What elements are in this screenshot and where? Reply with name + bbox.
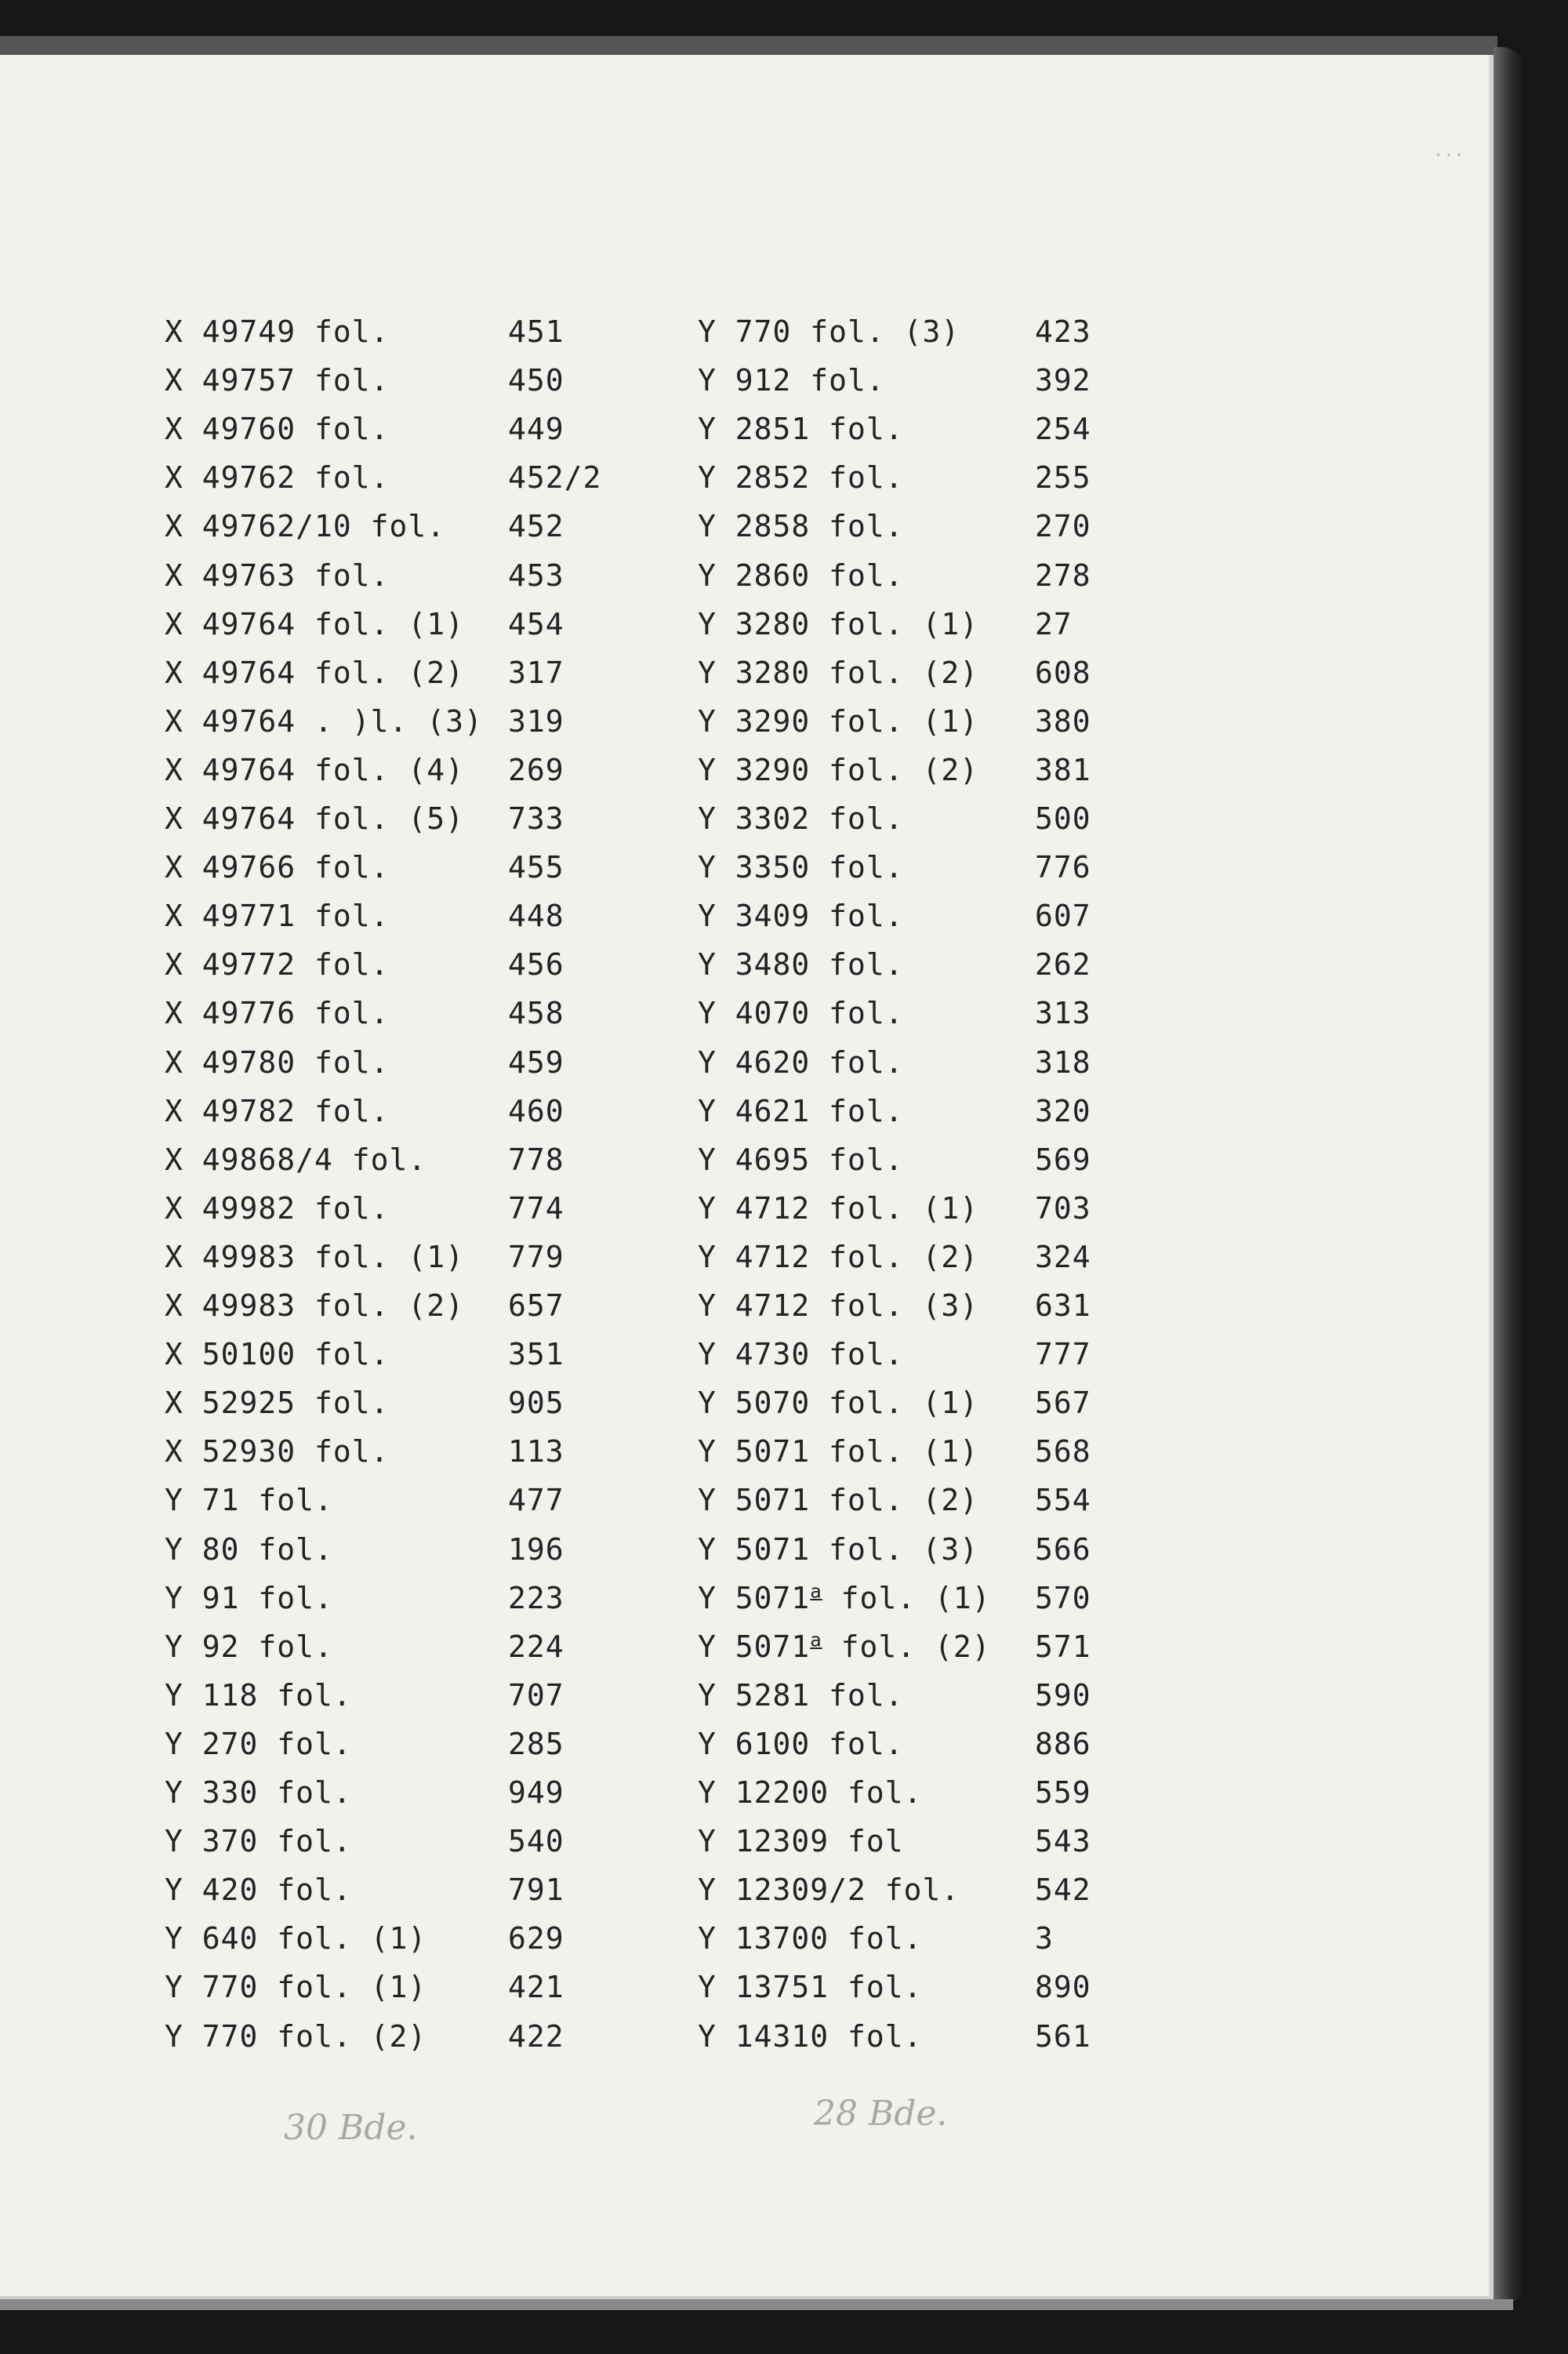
reference-number: 629 (508, 1921, 564, 1956)
reference-number: 224 (508, 1629, 564, 1664)
shelfmark: Y 2852 fol. (698, 460, 904, 496)
reference-number: 707 (508, 1677, 564, 1713)
shelfmark: X 49762/10 fol. (165, 509, 446, 544)
reference-number: 317 (508, 655, 564, 690)
reference-number: 778 (508, 1142, 564, 1177)
shelfmark: Y 5071$^a$ fol. (2) (698, 1629, 991, 1664)
shelfmark: Y 4621 fol. (698, 1093, 904, 1128)
shelfmark: Y 770 fol. (2) (165, 2018, 427, 2054)
shelfmark: Y 4620 fol. (698, 1044, 904, 1080)
reference-number: 607 (1035, 899, 1091, 934)
shelfmark: X 49764 . )l. (3) (165, 703, 483, 739)
shelfmark: X 52925 fol. (165, 1386, 390, 1421)
reference-number: 421 (508, 1970, 564, 2005)
shelfmark: Y 770 fol. (3) (698, 314, 960, 349)
shelfmark: Y 2858 fol. (698, 509, 904, 544)
reference-number: 380 (1035, 703, 1091, 739)
reference-number: 113 (508, 1434, 564, 1469)
shelfmark: X 49762 fol. (165, 460, 390, 496)
page-bottom-edge (0, 2299, 1513, 2310)
reference-number: 278 (1035, 558, 1091, 593)
reference-number: 657 (508, 1288, 564, 1323)
shelfmark: Y 118 fol. (165, 1677, 352, 1713)
shelfmark: Y 5071$^a$ fol. (1) (698, 1579, 991, 1615)
left-column-volume-count: 30 Bde. (284, 2108, 418, 2148)
reference-number: 454 (508, 606, 564, 641)
reference-number: 392 (1035, 363, 1091, 398)
shelfmark: Y 13700 fol. (698, 1921, 923, 1956)
reference-number: 270 (1035, 509, 1091, 544)
shelfmark: Y 91 fol. (165, 1580, 333, 1615)
reference-number: 590 (1035, 1677, 1091, 1713)
reference-number: 886 (1035, 1726, 1091, 1761)
shelfmark: X 49749 fol. (165, 314, 390, 349)
shelfmark: Y 770 fol. (1) (165, 1970, 427, 2005)
shelfmark-superscript: a (810, 1579, 822, 1602)
shelfmark: X 49771 fol. (165, 899, 390, 934)
reference-number: 569 (1035, 1142, 1091, 1177)
shelfmark: Y 640 fol. (1) (165, 1921, 427, 1956)
shelfmark: Y 3480 fol. (698, 947, 904, 983)
reference-number: 543 (1035, 1824, 1091, 1859)
reference-number: 320 (1035, 1093, 1091, 1128)
reference-number: 351 (508, 1337, 564, 1372)
reference-number: 452/2 (508, 460, 602, 496)
shelfmark: Y 330 fol. (165, 1775, 352, 1810)
shelfmark: Y 12309 fol (698, 1824, 904, 1859)
shelfmark: X 49780 fol. (165, 1044, 390, 1080)
shelfmark: Y 5071 fol. (1) (698, 1434, 979, 1469)
reference-number: 460 (508, 1093, 564, 1128)
reference-number: 570 (1035, 1580, 1091, 1615)
shelfmark: Y 270 fol. (165, 1726, 352, 1761)
shelfmark: Y 4712 fol. (2) (698, 1239, 979, 1274)
reference-number: 319 (508, 703, 564, 739)
reference-number: 450 (508, 363, 564, 398)
reference-number: 905 (508, 1386, 564, 1421)
reference-number: 567 (1035, 1386, 1091, 1421)
shelfmark: Y 92 fol. (165, 1629, 333, 1664)
shelfmark-suffix: fol. (1) (822, 1580, 991, 1615)
reference-number: 561 (1035, 2018, 1091, 2054)
reference-number: 571 (1035, 1629, 1091, 1664)
reference-number: 455 (508, 850, 564, 885)
reference-number: 448 (508, 899, 564, 934)
shelfmark: Y 370 fol. (165, 1824, 352, 1859)
shelfmark: X 50100 fol. (165, 1337, 390, 1372)
shelfmark: X 49764 fol. (5) (165, 801, 465, 836)
shelfmark: Y 5070 fol. (1) (698, 1386, 979, 1421)
reference-number: 500 (1035, 801, 1091, 836)
reference-number: 890 (1035, 1970, 1091, 2005)
reference-number: 566 (1035, 1531, 1091, 1567)
shelfmark: Y 4712 fol. (1) (698, 1190, 979, 1226)
shelfmark-suffix: fol. (2) (822, 1629, 991, 1664)
shelfmark: Y 3280 fol. (1) (698, 606, 979, 641)
reference-number: 733 (508, 801, 564, 836)
reference-number: 631 (1035, 1288, 1091, 1323)
shelfmark: Y 12200 fol. (698, 1775, 923, 1810)
reference-number: 779 (508, 1239, 564, 1274)
reference-number: 449 (508, 412, 564, 447)
reference-number: 949 (508, 1775, 564, 1810)
page-top-edge (0, 36, 1497, 56)
reference-number: 608 (1035, 655, 1091, 690)
reference-number: 452 (508, 509, 564, 544)
shelfmark: X 49982 fol. (165, 1190, 390, 1226)
reference-number: 324 (1035, 1239, 1091, 1274)
reference-number: 477 (508, 1483, 564, 1518)
faint-page-number: ... (1433, 141, 1465, 161)
reference-number: 777 (1035, 1337, 1091, 1372)
shelfmark: X 49757 fol. (165, 363, 390, 398)
reference-number: 262 (1035, 947, 1091, 983)
reference-number: 703 (1035, 1190, 1091, 1226)
shelfmark: X 49764 fol. (4) (165, 752, 465, 787)
reference-number: 27 (1035, 606, 1073, 641)
reference-number: 381 (1035, 752, 1091, 787)
shelfmark: Y 3280 fol. (2) (698, 655, 979, 690)
shelfmark: X 49764 fol. (1) (165, 606, 465, 641)
shelfmark-superscript: a (810, 1629, 822, 1651)
shelfmark: X 49760 fol. (165, 412, 390, 447)
reference-number: 254 (1035, 412, 1091, 447)
reference-number: 456 (508, 947, 564, 983)
shelfmark: Y 3302 fol. (698, 801, 904, 836)
shelfmark: Y 71 fol. (165, 1483, 333, 1518)
reference-number: 459 (508, 1044, 564, 1080)
shelfmark: Y 3290 fol. (1) (698, 703, 979, 739)
reference-number: 542 (1035, 1873, 1091, 1908)
shelfmark: Y 13751 fol. (698, 1970, 923, 2005)
reference-number: 568 (1035, 1434, 1091, 1469)
shelfmark: Y 14310 fol. (698, 2018, 923, 2054)
shelfmark: Y 4695 fol. (698, 1142, 904, 1177)
shelfmark: Y 2860 fol. (698, 558, 904, 593)
shelfmark: X 49782 fol. (165, 1093, 390, 1128)
shelfmark: Y 5071 fol. (3) (698, 1531, 979, 1567)
shelfmark: X 49766 fol. (165, 850, 390, 885)
reference-number: 554 (1035, 1483, 1091, 1518)
shelfmark: Y 3350 fol. (698, 850, 904, 885)
reference-number: 313 (1035, 996, 1091, 1031)
shelfmark: X 49868/4 fol. (165, 1142, 427, 1177)
reference-number: 458 (508, 996, 564, 1031)
shelfmark: Y 912 fol. (698, 363, 885, 398)
shelfmark: Y 4730 fol. (698, 1337, 904, 1372)
reference-number: 255 (1035, 460, 1091, 496)
shelfmark: X 49983 fol. (1) (165, 1239, 465, 1274)
shelfmark: X 49764 fol. (2) (165, 655, 465, 690)
reference-number: 196 (508, 1531, 564, 1567)
reference-number: 453 (508, 558, 564, 593)
shelfmark: X 49772 fol. (165, 947, 390, 983)
shelfmark: Y 2851 fol. (698, 412, 904, 447)
shelfmark: X 52930 fol. (165, 1434, 390, 1469)
reference-number: 318 (1035, 1044, 1091, 1080)
reference-number: 540 (508, 1824, 564, 1859)
reference-number: 791 (508, 1873, 564, 1908)
shelfmark: Y 5071 fol. (2) (698, 1483, 979, 1518)
book-cover-edge (1494, 47, 1525, 2305)
right-column-volume-count: 28 Bde. (814, 2094, 948, 2134)
reference-number: 423 (1035, 314, 1091, 349)
reference-number: 223 (508, 1580, 564, 1615)
shelfmark: Y 420 fol. (165, 1873, 352, 1908)
shelfmark: Y 80 fol. (165, 1531, 333, 1567)
reference-number: 285 (508, 1726, 564, 1761)
shelfmark: X 49763 fol. (165, 558, 390, 593)
document-page (0, 55, 1494, 2299)
shelfmark: Y 4070 fol. (698, 996, 904, 1031)
shelfmark: Y 3409 fol. (698, 899, 904, 934)
reference-number: 422 (508, 2018, 564, 2054)
reference-number: 774 (508, 1190, 564, 1226)
shelfmark: Y 5281 fol. (698, 1677, 904, 1713)
reference-number: 776 (1035, 850, 1091, 885)
reference-number: 269 (508, 752, 564, 787)
shelfmark: X 49776 fol. (165, 996, 390, 1031)
shelfmark: X 49983 fol. (2) (165, 1288, 465, 1323)
reference-number: 451 (508, 314, 564, 349)
reference-number: 3 (1035, 1921, 1054, 1956)
shelfmark: Y 3290 fol. (2) (698, 752, 979, 787)
reference-number: 559 (1035, 1775, 1091, 1810)
shelfmark: Y 12309/2 fol. (698, 1873, 960, 1908)
shelfmark: Y 6100 fol. (698, 1726, 904, 1761)
shelfmark: Y 4712 fol. (3) (698, 1288, 979, 1323)
